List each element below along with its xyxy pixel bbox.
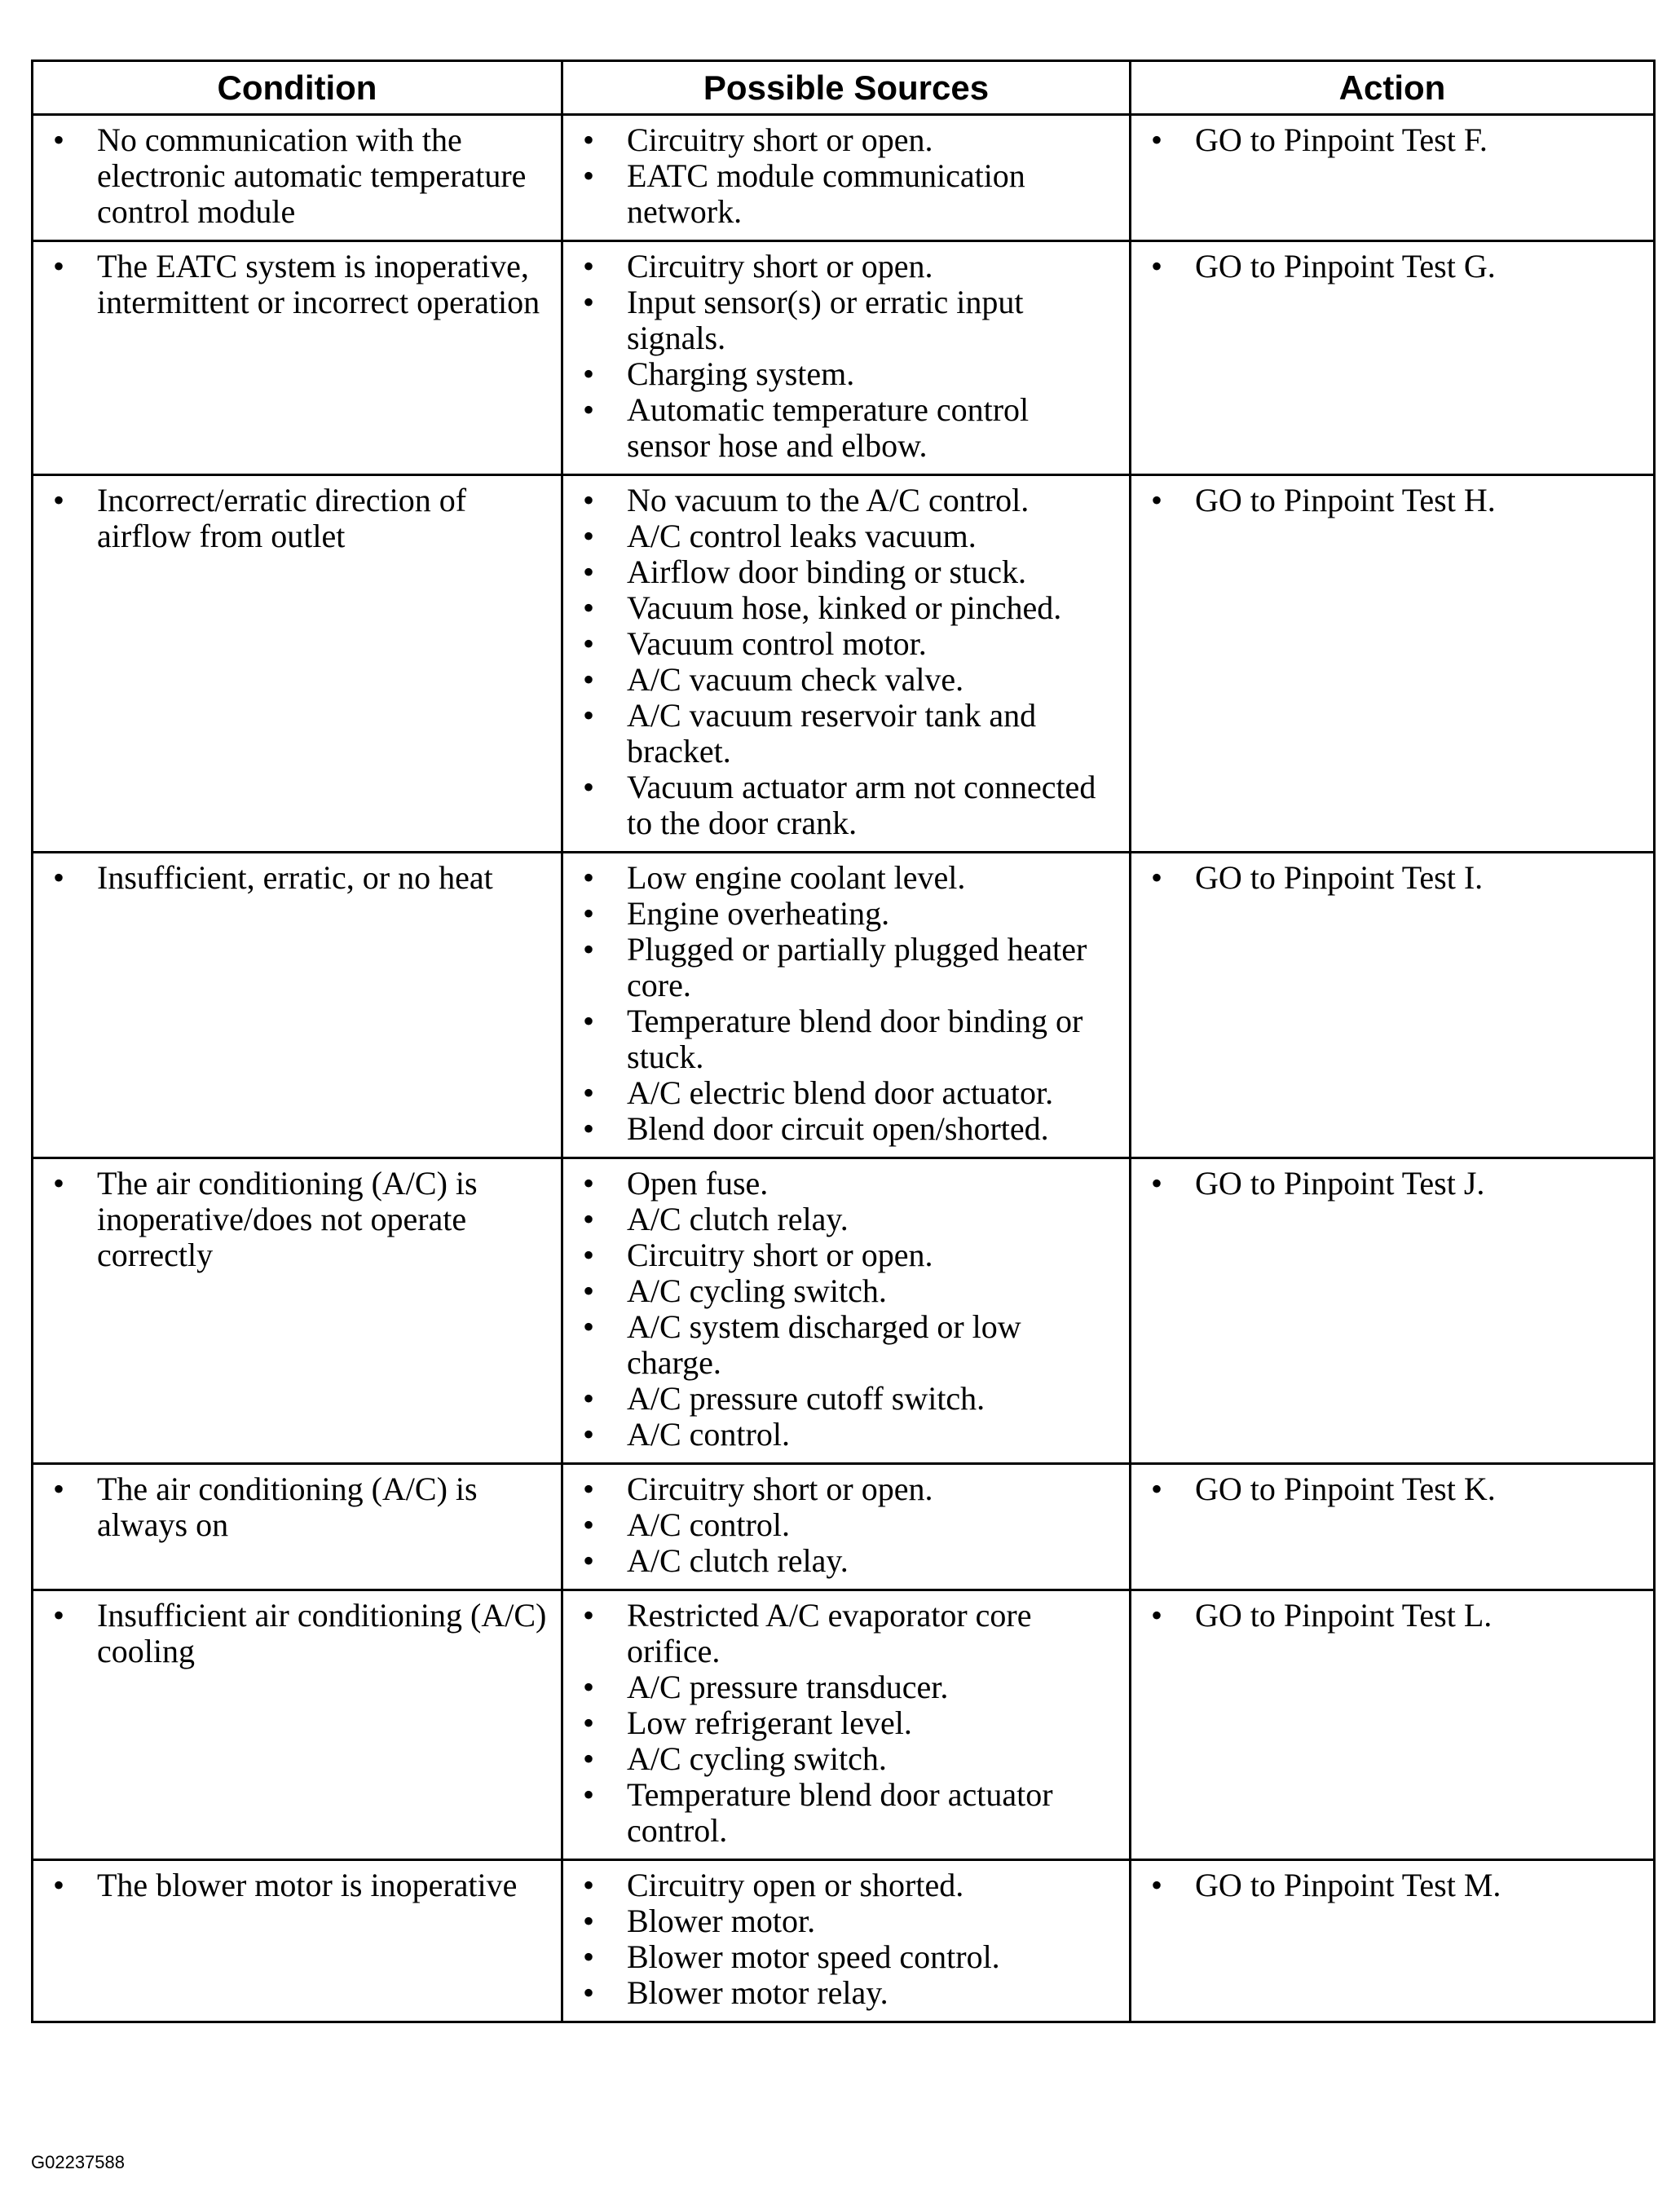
possible-sources-list xyxy=(563,476,1129,851)
condition-cell xyxy=(33,853,562,1158)
action-cell xyxy=(1131,1464,1655,1590)
condition-list xyxy=(33,116,561,240)
list-item-text: Circuitry short or open. xyxy=(627,1237,933,1273)
list-item-text: GO to Pinpoint Test K. xyxy=(1195,1471,1496,1507)
list-item-text: Airflow door binding or stuck. xyxy=(627,553,1026,590)
list-item-text: A/C system discharged or low charge. xyxy=(627,1308,1021,1381)
bullet-icon: • xyxy=(582,1165,594,1202)
list-item xyxy=(571,1705,1116,1741)
list-item xyxy=(571,1417,1116,1453)
action-list xyxy=(1131,476,1653,528)
table-row xyxy=(33,241,1655,475)
bullet-icon: • xyxy=(52,1597,64,1634)
list-item xyxy=(571,1669,1116,1705)
list-item xyxy=(571,284,1116,356)
list-item xyxy=(571,356,1116,392)
list-item xyxy=(1140,1471,1640,1507)
list-item xyxy=(571,1003,1116,1075)
bullet-icon: • xyxy=(1150,859,1162,896)
header-row xyxy=(33,61,1655,115)
list-item-text: Temperature blend door binding or stuck. xyxy=(627,1003,1083,1075)
bullet-icon: • xyxy=(582,1669,594,1705)
bullet-icon: • xyxy=(582,355,594,392)
possible-sources-cell xyxy=(562,1860,1131,2022)
bullet-icon: • xyxy=(582,391,594,428)
diagnosis-table xyxy=(31,60,1656,2023)
condition-cell xyxy=(33,241,562,475)
list-item-text: GO to Pinpoint Test H. xyxy=(1195,482,1496,518)
list-item-text: A/C vacuum check valve. xyxy=(627,661,964,698)
list-item-text: The EATC system is inoperative, intermittent or incorrect operation xyxy=(97,248,540,320)
action-cell xyxy=(1131,475,1655,853)
bullet-icon: • xyxy=(582,1416,594,1453)
table-row xyxy=(33,475,1655,853)
list-item-text: A/C control. xyxy=(627,1506,790,1543)
list-item-text: Circuitry short or open. xyxy=(627,1471,933,1507)
action-list xyxy=(1131,1591,1653,1643)
list-item-text: Charging system. xyxy=(627,355,855,392)
list-item xyxy=(571,896,1116,932)
list-item-text: No communication with the electronic automatic temperature control module xyxy=(97,121,527,230)
condition-list xyxy=(33,1861,561,1913)
action-list xyxy=(1131,1465,1653,1517)
list-item xyxy=(571,122,1116,158)
bullet-icon: • xyxy=(582,284,594,320)
condition-cell xyxy=(33,1590,562,1860)
list-item xyxy=(571,1381,1116,1417)
bullet-icon: • xyxy=(582,859,594,896)
list-item-text: GO to Pinpoint Test F. xyxy=(1195,121,1488,158)
list-item xyxy=(571,1075,1116,1111)
list-item-text: Low engine coolant level. xyxy=(627,859,966,896)
bullet-icon: • xyxy=(52,859,64,896)
header-condition: Condition xyxy=(33,61,562,115)
bullet-icon: • xyxy=(52,121,64,158)
table-body xyxy=(33,115,1655,2022)
list-item-text: Low refrigerant level. xyxy=(627,1704,912,1741)
list-item xyxy=(42,1471,548,1543)
table-row xyxy=(33,115,1655,241)
list-item xyxy=(571,1166,1116,1202)
action-list xyxy=(1131,1159,1653,1211)
list-item-text: A/C vacuum reservoir tank and bracket. xyxy=(627,697,1037,769)
bullet-icon: • xyxy=(582,482,594,518)
bullet-icon: • xyxy=(582,1903,594,1939)
condition-list xyxy=(33,476,561,564)
bullet-icon: • xyxy=(582,931,594,968)
list-item xyxy=(571,1975,1116,2011)
action-cell xyxy=(1131,115,1655,241)
bullet-icon: • xyxy=(52,248,64,284)
list-item-text: Vacuum hose, kinked or pinched. xyxy=(627,589,1062,626)
bullet-icon: • xyxy=(582,661,594,698)
condition-list xyxy=(33,1465,561,1553)
bullet-icon: • xyxy=(1150,1597,1162,1634)
condition-list xyxy=(33,1159,561,1283)
possible-sources-cell xyxy=(562,475,1131,853)
action-list xyxy=(1131,853,1653,906)
list-item xyxy=(571,1471,1116,1507)
possible-sources-list xyxy=(563,1159,1129,1462)
list-item xyxy=(571,698,1116,769)
list-item-text: GO to Pinpoint Test L. xyxy=(1195,1597,1493,1634)
bullet-icon: • xyxy=(52,1165,64,1202)
list-item xyxy=(571,932,1116,1003)
list-item xyxy=(571,483,1116,518)
bullet-icon: • xyxy=(582,1542,594,1579)
condition-cell xyxy=(33,475,562,853)
bullet-icon: • xyxy=(582,157,594,194)
bullet-icon: • xyxy=(582,1704,594,1741)
list-item xyxy=(571,1903,1116,1939)
list-item-text: Blend door circuit open/shorted. xyxy=(627,1110,1049,1147)
bullet-icon: • xyxy=(582,1938,594,1975)
list-item xyxy=(42,249,548,320)
action-cell xyxy=(1131,1158,1655,1464)
bullet-icon: • xyxy=(582,625,594,662)
bullet-icon: • xyxy=(582,1201,594,1237)
bullet-icon: • xyxy=(582,1776,594,1813)
list-item-text: Circuitry short or open. xyxy=(627,248,933,284)
list-item xyxy=(42,1166,548,1273)
list-item-text: A/C clutch relay. xyxy=(627,1542,849,1579)
table-row xyxy=(33,853,1655,1158)
list-item xyxy=(571,626,1116,662)
list-item-text: Input sensor(s) or erratic input signals. xyxy=(627,284,1024,356)
list-item-text: A/C cycling switch. xyxy=(627,1740,887,1777)
list-item-text: GO to Pinpoint Test G. xyxy=(1195,248,1496,284)
list-item xyxy=(571,1543,1116,1579)
list-item xyxy=(42,860,548,896)
list-item-text: A/C pressure cutoff switch. xyxy=(627,1380,986,1417)
list-item xyxy=(571,1939,1116,1975)
list-item-text: Engine overheating. xyxy=(627,895,890,932)
possible-sources-cell xyxy=(562,241,1131,475)
table-row xyxy=(33,1590,1655,1860)
list-item-text: A/C control leaks vacuum. xyxy=(627,518,977,554)
condition-cell xyxy=(33,1860,562,2022)
list-item-text: EATC module communication network. xyxy=(627,157,1025,230)
list-item xyxy=(571,392,1116,464)
list-item xyxy=(571,1309,1116,1381)
bullet-icon: • xyxy=(582,553,594,590)
list-item-text: Insufficient, erratic, or no heat xyxy=(97,859,493,896)
list-item xyxy=(42,1598,548,1669)
possible-sources-cell xyxy=(562,115,1131,241)
possible-sources-list xyxy=(563,853,1129,1157)
list-item-text: Incorrect/erratic direction of airflow from outlet xyxy=(97,482,467,554)
bullet-icon: • xyxy=(1150,1165,1162,1202)
bullet-icon: • xyxy=(582,1272,594,1309)
condition-list xyxy=(33,1591,561,1679)
bullet-icon: • xyxy=(582,1597,594,1634)
list-item-text: GO to Pinpoint Test I. xyxy=(1195,859,1484,896)
list-item-text: A/C pressure transducer. xyxy=(627,1669,949,1705)
list-item-text: Temperature blend door actuator control. xyxy=(627,1776,1053,1849)
list-item-text: GO to Pinpoint Test M. xyxy=(1195,1867,1501,1903)
bullet-icon: • xyxy=(582,1074,594,1111)
bullet-icon: • xyxy=(52,1471,64,1507)
list-item xyxy=(571,1237,1116,1273)
list-item-text: A/C electric blend door actuator. xyxy=(627,1074,1054,1111)
list-item xyxy=(571,158,1116,230)
list-item xyxy=(571,860,1116,896)
bullet-icon: • xyxy=(1150,1867,1162,1903)
table-row xyxy=(33,1464,1655,1590)
bullet-icon: • xyxy=(582,121,594,158)
list-item-text: A/C clutch relay. xyxy=(627,1201,849,1237)
list-item-text: Blower motor relay. xyxy=(627,1974,889,2011)
list-item-text: Vacuum control motor. xyxy=(627,625,927,662)
bullet-icon: • xyxy=(582,1471,594,1507)
bullet-icon: • xyxy=(582,589,594,626)
action-cell xyxy=(1131,1860,1655,2022)
list-item-text: Blower motor. xyxy=(627,1903,816,1939)
list-item xyxy=(571,518,1116,554)
bullet-icon: • xyxy=(1150,482,1162,518)
table-row xyxy=(33,1860,1655,2022)
action-cell xyxy=(1131,241,1655,475)
bullet-icon: • xyxy=(582,248,594,284)
list-item xyxy=(42,483,548,554)
bullet-icon: • xyxy=(582,697,594,734)
bullet-icon: • xyxy=(582,769,594,805)
condition-cell xyxy=(33,115,562,241)
action-list xyxy=(1131,116,1653,168)
bullet-icon: • xyxy=(582,1740,594,1777)
list-item xyxy=(571,590,1116,626)
list-item-text: The air conditioning (A/C) is always on xyxy=(97,1471,478,1543)
condition-cell xyxy=(33,1158,562,1464)
list-item xyxy=(571,1777,1116,1849)
bullet-icon: • xyxy=(52,482,64,518)
list-item-text: Open fuse. xyxy=(627,1165,769,1202)
bullet-icon: • xyxy=(582,1110,594,1147)
bullet-icon: • xyxy=(582,1380,594,1417)
list-item xyxy=(1140,1867,1640,1903)
bullet-icon: • xyxy=(582,1237,594,1273)
header-possible-sources: Possible Sources xyxy=(562,61,1131,115)
possible-sources-list xyxy=(563,1465,1129,1589)
possible-sources-cell xyxy=(562,1158,1131,1464)
possible-sources-cell xyxy=(562,1464,1131,1590)
header-action: Action xyxy=(1131,61,1655,115)
possible-sources-cell xyxy=(562,853,1131,1158)
list-item xyxy=(571,1507,1116,1543)
list-item-text: Vacuum actuator arm not connected to the door crank. xyxy=(627,769,1096,841)
possible-sources-list xyxy=(563,1861,1129,2021)
list-item-text: GO to Pinpoint Test J. xyxy=(1195,1165,1485,1202)
list-item xyxy=(42,122,548,230)
list-item xyxy=(571,1598,1116,1669)
possible-sources-list xyxy=(563,116,1129,240)
list-item xyxy=(1140,249,1640,284)
condition-list xyxy=(33,853,561,906)
possible-sources-list xyxy=(563,1591,1129,1859)
bullet-icon: • xyxy=(1150,121,1162,158)
list-item xyxy=(1140,1166,1640,1202)
list-item xyxy=(571,1202,1116,1237)
list-item-text: The air conditioning (A/C) is inoperative/does not operate correctly xyxy=(97,1165,478,1273)
list-item xyxy=(571,769,1116,841)
bullet-icon: • xyxy=(582,1308,594,1345)
possible-sources-list xyxy=(563,242,1129,474)
list-item xyxy=(1140,1598,1640,1634)
list-item xyxy=(1140,483,1640,518)
bullet-icon: • xyxy=(52,1867,64,1903)
list-item xyxy=(1140,122,1640,158)
list-item-text: Circuitry open or shorted. xyxy=(627,1867,964,1903)
condition-list xyxy=(33,242,561,330)
list-item-text: Restricted A/C evaporator core orifice. xyxy=(627,1597,1032,1669)
figure-id: G02237588 xyxy=(31,2152,125,2172)
bullet-icon: • xyxy=(582,518,594,554)
list-item xyxy=(571,249,1116,284)
list-item xyxy=(42,1867,548,1903)
list-item xyxy=(571,1111,1116,1147)
list-item xyxy=(1140,860,1640,896)
list-item-text: Insufficient air conditioning (A/C) cooling xyxy=(97,1597,547,1669)
bullet-icon: • xyxy=(1150,1471,1162,1507)
list-item-text: No vacuum to the A/C control. xyxy=(627,482,1030,518)
action-cell xyxy=(1131,1590,1655,1860)
list-item xyxy=(571,554,1116,590)
table-row xyxy=(33,1158,1655,1464)
condition-cell xyxy=(33,1464,562,1590)
list-item xyxy=(571,1741,1116,1777)
action-list xyxy=(1131,1861,1653,1913)
bullet-icon: • xyxy=(582,1974,594,2011)
list-item-text: A/C control. xyxy=(627,1416,790,1453)
action-cell xyxy=(1131,853,1655,1158)
list-item-text: Blower motor speed control. xyxy=(627,1938,1000,1975)
bullet-icon: • xyxy=(582,1003,594,1039)
bullet-icon: • xyxy=(582,1506,594,1543)
list-item xyxy=(571,1867,1116,1903)
list-item-text: Automatic temperature control sensor hose and elbow. xyxy=(627,391,1030,464)
bullet-icon: • xyxy=(582,895,594,932)
list-item xyxy=(571,1273,1116,1309)
bullet-icon: • xyxy=(582,1867,594,1903)
bullet-icon: • xyxy=(1150,248,1162,284)
list-item-text: Circuitry short or open. xyxy=(627,121,933,158)
list-item-text: Plugged or partially plugged heater core. xyxy=(627,931,1087,1003)
action-list xyxy=(1131,242,1653,294)
list-item-text: A/C cycling switch. xyxy=(627,1272,887,1309)
list-item-text: The blower motor is inoperative xyxy=(97,1867,518,1903)
list-item xyxy=(571,662,1116,698)
possible-sources-cell xyxy=(562,1590,1131,1860)
